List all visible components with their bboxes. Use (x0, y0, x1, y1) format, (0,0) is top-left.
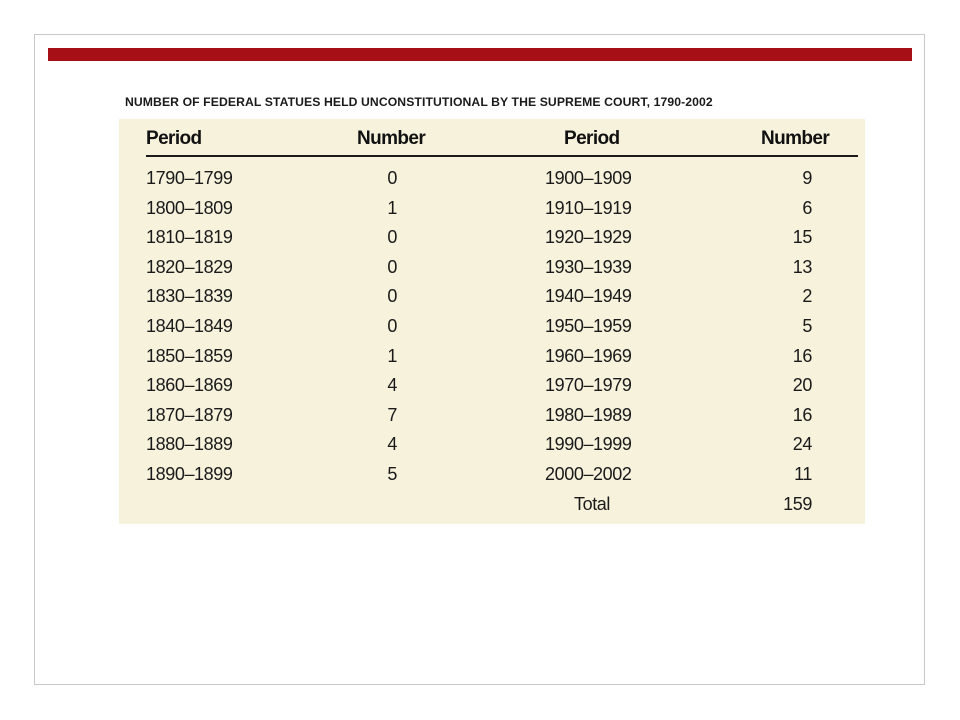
number-cell: 5 (387, 463, 397, 484)
period-cell: 1880–1889 (146, 434, 233, 455)
statutes-table (119, 119, 865, 524)
table-row (119, 254, 865, 284)
period-cell: 1990–1999 (545, 434, 632, 455)
total-value: 159 (783, 493, 812, 514)
period-cell: 1970–1979 (545, 375, 632, 396)
period-cell: 1950–1959 (545, 315, 632, 336)
table-row (119, 224, 865, 254)
number-cell: 0 (387, 168, 397, 188)
number-cell: 16 (792, 345, 812, 366)
header-divider (146, 155, 858, 157)
table-header-row (119, 128, 865, 156)
period-cell: 1940–1949 (545, 286, 632, 307)
period-cell: 1830–1839 (146, 286, 233, 307)
number-cell: 0 (387, 315, 397, 336)
number-cell: 0 (387, 227, 397, 248)
table-title: NUMBER OF FEDERAL STATUES HELD UNCONSTITUTIONAL BY THE SUPREME COURT, 1790-2002 (125, 95, 713, 109)
period-cell: 1930–1939 (545, 256, 632, 277)
number-cell: 24 (792, 434, 812, 455)
header-period-right: Period (564, 128, 620, 149)
number-cell: 9 (802, 168, 812, 188)
table-row (119, 372, 865, 402)
number-cell: 7 (387, 404, 397, 425)
number-cell: 1 (387, 345, 397, 366)
table-row (119, 195, 865, 225)
accent-bar (48, 48, 912, 61)
period-cell: 1800–1809 (146, 197, 233, 218)
period-cell: 1810–1819 (146, 227, 233, 248)
number-cell: 11 (794, 463, 812, 484)
number-cell: 2 (802, 286, 812, 307)
period-cell: 1870–1879 (146, 404, 233, 425)
number-cell: 20 (792, 375, 812, 396)
table-row (119, 165, 865, 195)
number-cell: 15 (792, 227, 812, 248)
table-row (119, 461, 865, 491)
period-cell: 1890–1899 (146, 463, 233, 484)
number-cell: 4 (387, 375, 397, 396)
period-cell: 2000–2002 (545, 463, 632, 484)
total-row (119, 491, 865, 521)
number-cell: 6 (802, 197, 812, 218)
period-cell: 1820–1829 (146, 256, 233, 277)
header-number-left: Number (357, 128, 426, 149)
table-row (119, 402, 865, 432)
table-row (119, 343, 865, 373)
period-cell: 1790–1799 (146, 168, 233, 188)
total-label: Total (574, 493, 611, 514)
table-row (119, 283, 865, 313)
number-cell: 4 (387, 434, 397, 455)
header-period-left: Period (146, 128, 202, 149)
period-cell: 1920–1929 (545, 227, 632, 248)
number-cell: 13 (792, 256, 812, 277)
number-cell: 0 (387, 256, 397, 277)
header-number-right: Number (761, 128, 830, 149)
number-cell: 16 (792, 404, 812, 425)
table-row (119, 431, 865, 461)
table-row (119, 313, 865, 343)
period-cell: 1960–1969 (545, 345, 632, 366)
number-cell: 1 (387, 197, 397, 218)
period-cell: 1900–1909 (545, 168, 632, 188)
period-cell: 1850–1859 (146, 345, 233, 366)
period-cell: 1980–1989 (545, 404, 632, 425)
period-cell: 1860–1869 (146, 375, 233, 396)
period-cell: 1840–1849 (146, 315, 233, 336)
number-cell: 5 (802, 315, 812, 336)
table-body (119, 165, 865, 520)
number-cell: 0 (387, 286, 397, 307)
period-cell: 1910–1919 (545, 197, 632, 218)
